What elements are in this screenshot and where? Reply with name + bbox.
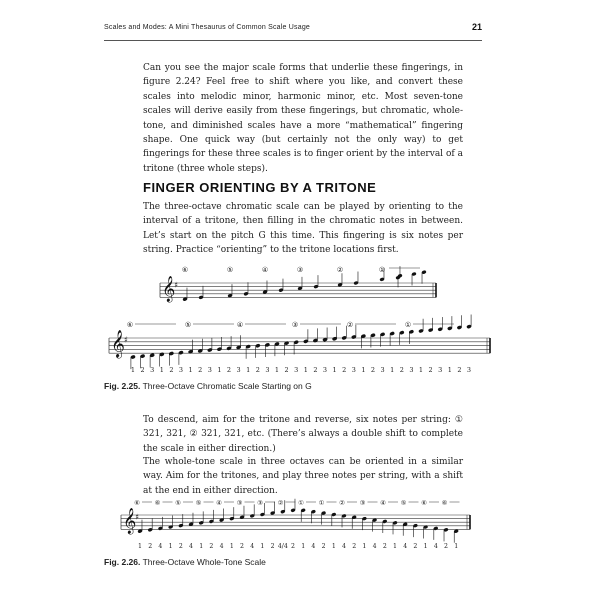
fingering-number: 3 <box>322 366 328 374</box>
fingering-number: 3 <box>207 366 212 374</box>
fingering-number: 3 <box>466 366 472 374</box>
fingering-number: 2 <box>209 543 214 550</box>
fingering-number: 2 <box>255 366 260 374</box>
string-number-label: ⑥ <box>134 499 140 507</box>
string-number-label: ③ <box>236 499 243 507</box>
header-title: Scales and Modes: A Mini Thesaurus of Common Scale Usage <box>104 24 311 31</box>
fingering-number: 1 <box>303 366 308 374</box>
section-heading: FINGER ORIENTING BY A TRITONE <box>143 180 377 195</box>
fingering-number: 2 <box>178 543 183 550</box>
key-signature-sharp: ♯ <box>174 280 179 290</box>
fingering-number: 1 <box>138 543 142 550</box>
fingering-number: 2 <box>240 543 244 550</box>
string-number-label: ⑥ <box>154 499 161 507</box>
fingering-number: 1 <box>246 366 251 374</box>
fingering-number: 3 <box>438 366 443 374</box>
string-number-label: ② <box>339 499 345 507</box>
string-number-label: ⑤ <box>400 499 407 507</box>
paragraph-chromatic: The three-octave chromatic scale can be played by orienting to the interval of a tritone, then filling in the chromatic notes in between. Let’s start on the pitch G this time. This fingering is six notes per string. Practice “orienting” to the tritone locations first. <box>143 202 463 256</box>
string-number-label: ④ <box>380 499 386 507</box>
fingering-number: 1 <box>418 366 424 374</box>
fingering-number: 4 <box>189 543 193 550</box>
fingering-number: 1 <box>447 366 452 374</box>
fingering-number: 2 <box>169 366 174 374</box>
fingering-number: 2 <box>413 543 418 550</box>
treble-clef: 𝄞 <box>111 329 125 358</box>
fingering-number: 3 <box>178 366 184 374</box>
figure-caption-2-26 <box>104 557 266 567</box>
fingering-number: 3 <box>236 366 241 374</box>
fingering-number: 4 <box>250 543 255 550</box>
key-signature-sharp: ♯ <box>123 334 128 345</box>
fingering-number: 2 <box>284 366 289 374</box>
fingering-number: 2 <box>342 366 347 374</box>
string-number-label: ③ <box>291 321 299 329</box>
fingering-number: 4 <box>372 543 377 550</box>
fingering-number: 2 <box>352 543 357 550</box>
fingering-number: 1 <box>390 366 395 374</box>
fingering-number: 2 <box>382 543 387 550</box>
figure-caption-2-25 <box>104 381 312 391</box>
treble-clef: 𝄞 <box>123 507 137 534</box>
fingering-number: 1 <box>130 366 136 374</box>
string-number-label: ④ <box>216 499 222 507</box>
fingering-number: 1 <box>362 543 367 550</box>
fingering-number: 1 <box>260 543 265 550</box>
fingering-number: 4 <box>433 543 438 550</box>
page-number: 21 <box>471 22 482 32</box>
fingering-number: 1 <box>301 543 306 550</box>
key-signature-sharp: ♯ <box>135 512 140 522</box>
string-number-label: ⑥ <box>126 321 134 329</box>
fingering-number: 4 <box>158 543 163 550</box>
fingering-number: 2 <box>198 366 203 374</box>
fingering-number: 2 <box>291 543 295 550</box>
string-number-label: ① <box>378 266 386 274</box>
string-number-label: ② <box>277 499 284 507</box>
figure-number: Fig. 2.25. <box>104 381 141 391</box>
fingering-number: 3 <box>380 366 385 374</box>
fingering-number: 1 <box>188 366 193 374</box>
fingering-number: 1 <box>159 366 164 374</box>
fingering-number: 4 <box>219 543 224 550</box>
string-number-label: ⑤ <box>184 321 192 329</box>
fingering-number: 3 <box>351 366 356 374</box>
string-number-label: ② <box>336 266 344 274</box>
fingering-number: 1 <box>168 543 173 550</box>
fingering-number: 1 <box>393 543 397 550</box>
fingering-number: 2 <box>457 366 462 374</box>
string-number-label: ⑥ <box>181 266 189 274</box>
fingering-number: 2 <box>370 366 376 374</box>
figure-title: Three-Octave Whole-Tone Scale <box>142 557 266 567</box>
fingering-number: 2 <box>444 543 448 550</box>
fingering-number: 4 <box>403 543 408 550</box>
string-number-label: ④ <box>236 321 244 329</box>
fingering-number: 1 <box>332 366 337 374</box>
fingering-number: 1 <box>423 543 428 550</box>
string-number-label: ⑤ <box>195 499 202 507</box>
figure-title: Three-Octave Chromatic Scale Starting on G <box>142 381 312 391</box>
fingering-number: 1 <box>331 543 336 550</box>
fingering-number: 1 <box>217 366 222 374</box>
string-number-label: ① <box>298 499 304 507</box>
fingering-number: 2 <box>148 543 153 550</box>
string-number-label: ① <box>318 499 325 507</box>
string-number-label: ④ <box>261 266 269 274</box>
fingering-number: 2 <box>321 543 326 550</box>
fingering-number: 1 <box>229 543 234 550</box>
string-number-label: ① <box>404 321 412 329</box>
tritone-orientation-staff <box>160 266 436 302</box>
fingering-number: 2 <box>313 366 318 374</box>
fingering-number: 1 <box>274 366 280 374</box>
fingering-number: 2 <box>399 366 404 374</box>
treble-clef: 𝄞 <box>162 275 176 302</box>
string-number-label: ⑤ <box>226 266 234 274</box>
string-number-label: ③ <box>296 266 304 274</box>
fingering-number: 4 <box>311 543 316 550</box>
string-number-label: ③ <box>359 499 366 507</box>
paragraph-descend: To descend, aim for the tritone and reverse, six notes per string: ① 321, 321, ② 321, 321, etc. (There’s always a double shift to complete the scale in either direction.) <box>143 415 463 454</box>
fingering-number: 3 <box>150 366 155 374</box>
figure-number: Fig. 2.26. <box>104 557 141 567</box>
fingering-number: 3 <box>265 366 270 374</box>
string-number-label: ⑤ <box>175 499 181 507</box>
string-number-label: ⑥ <box>421 499 427 507</box>
fingering-number: 2 <box>140 366 145 374</box>
fingering-number: 1 <box>454 543 459 550</box>
string-number-label: ③ <box>257 499 263 507</box>
fingering-number: 2 <box>226 366 232 374</box>
paragraph-intro: Can you see the major scale forms that underlie these fingerings, in figure 2.24? Feel free to shift where you like, and convert these scales into melodic minor, harmonic minor, etc. Most seven-tone scales will derive easily from these fingerings, but chromatic, whole-tone, and diminished scales have a more “mathematical” fingering shape. One quick way (but certainly not the only way) to get fingerings for these three scales is to finger orient by the interval of a tritone (three whole steps). <box>143 63 463 174</box>
fingering-number: 4 <box>342 543 346 550</box>
fingering-number: 1 <box>361 366 366 374</box>
fingering-number: 4/4 <box>277 543 288 550</box>
fingering-number: 3 <box>294 366 299 374</box>
string-number-label: ② <box>346 321 354 329</box>
fingering-number: 3 <box>409 366 414 374</box>
fingering-number: 2 <box>428 366 433 374</box>
fingering-number: 2 <box>270 543 275 550</box>
chromatic-scale-staff <box>109 314 490 374</box>
paragraph-whole-tone: The whole-tone scale in three octaves can be oriented in a similar way. Aim for the tritones, and play three notes per string, with a shift at the end in either direction. <box>143 457 463 496</box>
whole-tone-scale-staff <box>121 499 470 550</box>
string-number-label: ⑥ <box>441 499 448 507</box>
fingering-number: 1 <box>199 543 204 550</box>
